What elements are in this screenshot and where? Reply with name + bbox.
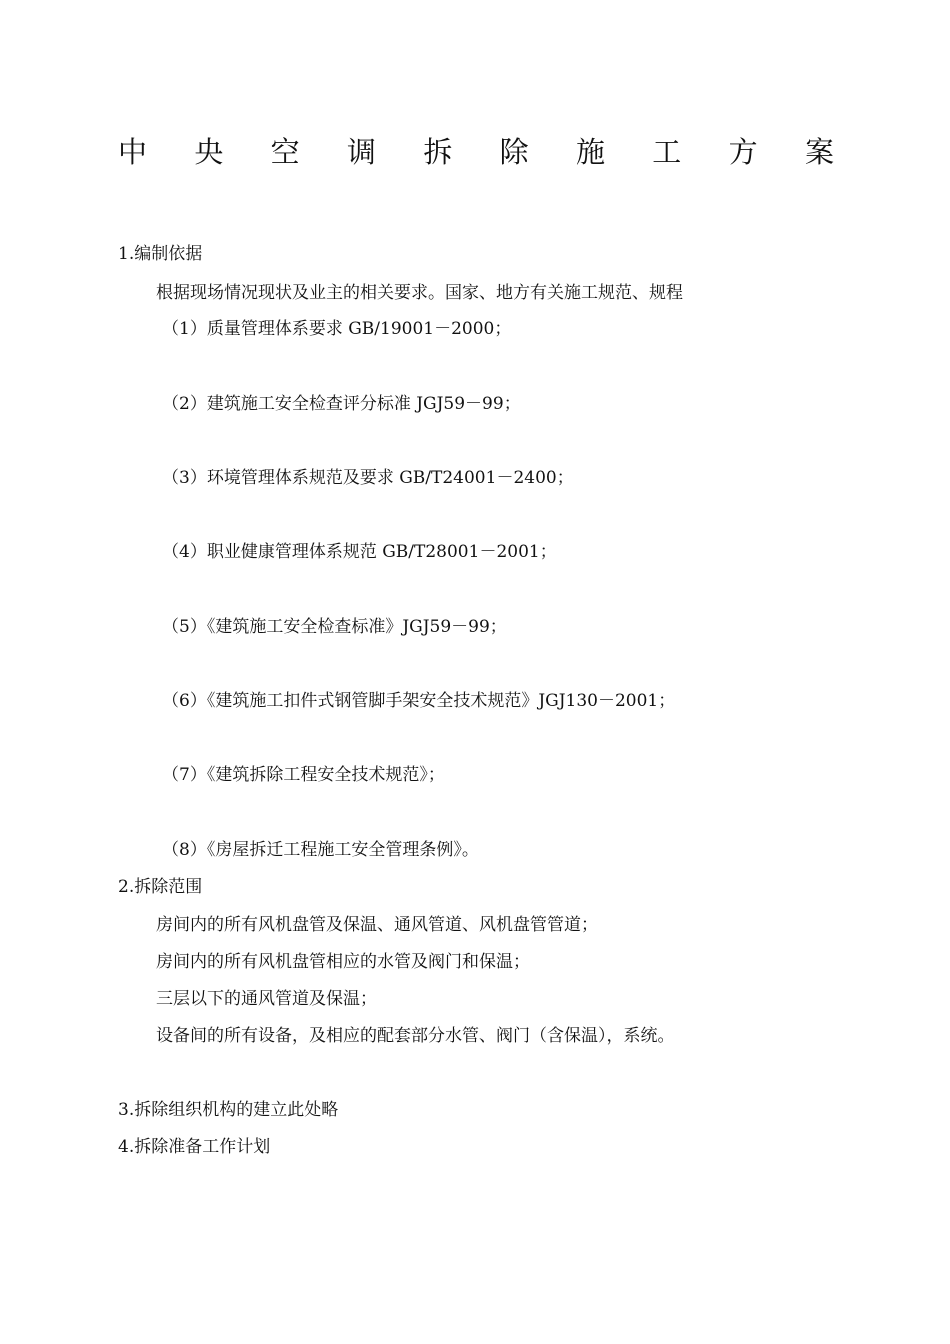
scope-item: 房间内的所有风机盘管及保温、通风管道、风机盘管管道； bbox=[156, 915, 598, 935]
title-char: 央 bbox=[194, 134, 224, 169]
scope-item: 三层以下的通风管道及保温； bbox=[156, 989, 377, 1009]
scope-item: 设备间的所有设备，及相应的配套部分水管、阀门（含保温），系统。 bbox=[156, 1026, 675, 1046]
basis-item: （1）质量管理体系要求 GB/19001－2000； bbox=[162, 319, 512, 339]
basis-item: （7）《建筑拆除工程安全技术规范》； bbox=[162, 765, 445, 785]
title-char: 除 bbox=[499, 134, 529, 169]
title-char: 空 bbox=[270, 134, 300, 169]
basis-item: （4）职业健康管理体系规范 GB/T28001－2001； bbox=[162, 542, 557, 562]
basis-item: （3）环境管理体系规范及要求 GB/T24001－2400； bbox=[162, 468, 574, 488]
section-intro-basis: 根据现场情况现状及业主的相关要求。国家、地方有关施工规范、规程 bbox=[156, 283, 683, 303]
basis-item: （8）《房屋拆迁工程施工安全管理条例》。 bbox=[162, 840, 479, 860]
document-title bbox=[118, 128, 834, 172]
section-heading-scope: 2.拆除范围 bbox=[118, 877, 203, 897]
title-char: 方 bbox=[728, 134, 758, 169]
title-char: 工 bbox=[652, 134, 682, 169]
basis-item: （2）建筑施工安全检查评分标准 JGJ59－99； bbox=[162, 394, 521, 414]
scope-item: 房间内的所有风机盘管相应的水管及阀门和保温； bbox=[156, 952, 530, 972]
section-heading-organization: 3.拆除组织机构的建立此处略 bbox=[118, 1100, 339, 1120]
basis-item: （6）《建筑施工扣件式钢管脚手架安全技术规范》JGJ130－2001； bbox=[162, 691, 676, 711]
section-heading-preparation: 4.拆除准备工作计划 bbox=[118, 1137, 271, 1157]
title-char: 施 bbox=[575, 134, 605, 169]
title-char: 拆 bbox=[423, 134, 453, 169]
title-char: 中 bbox=[118, 134, 148, 169]
title-char: 调 bbox=[346, 134, 376, 169]
title-char: 案 bbox=[804, 134, 834, 169]
basis-item: （5）《建筑施工安全检查标准》JGJ59－99； bbox=[162, 617, 507, 637]
section-heading-basis: 1.编制依据 bbox=[118, 244, 203, 264]
